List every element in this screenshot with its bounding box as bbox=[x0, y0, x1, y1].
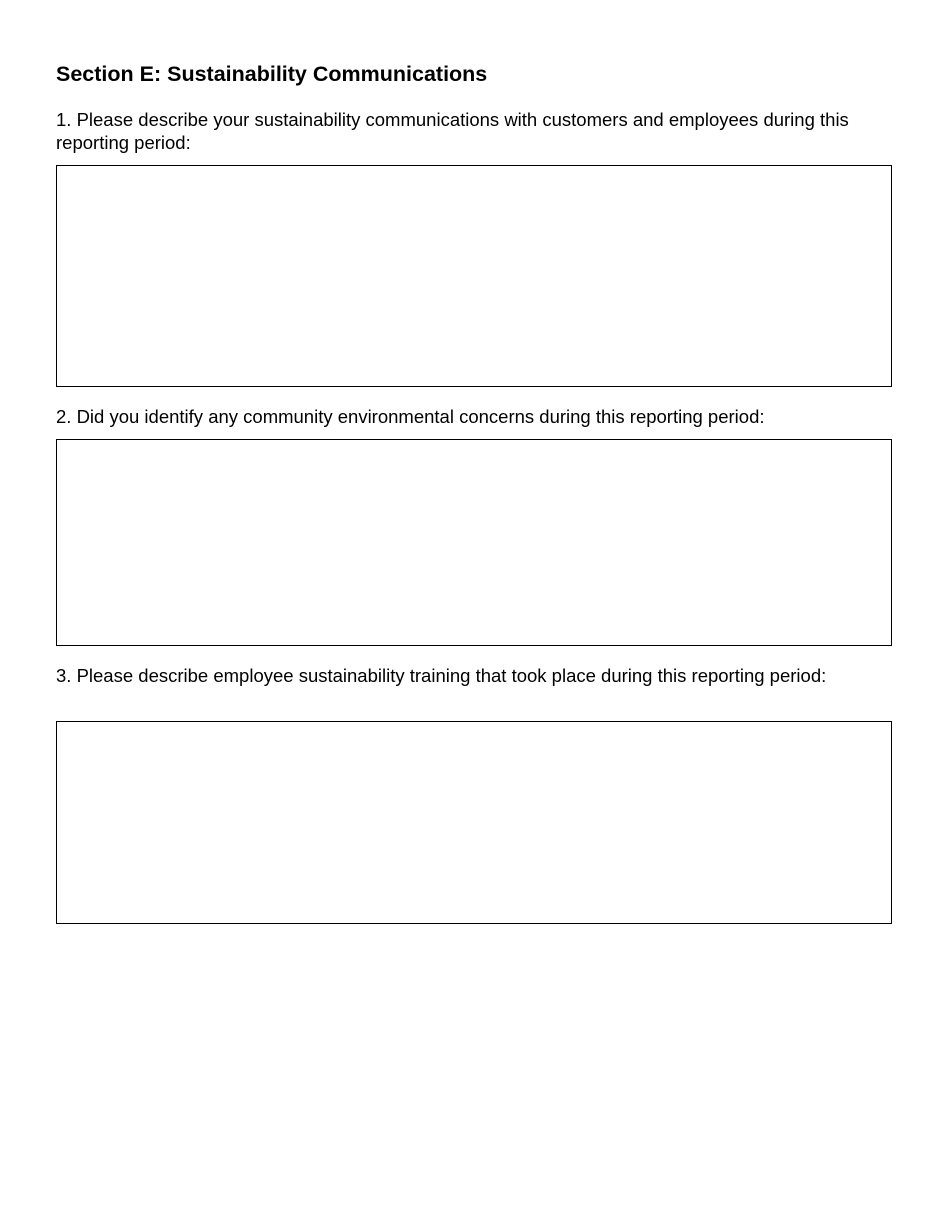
question-3-label: 3. Please describe employee sustainability training that took place during this reporting period: bbox=[56, 665, 827, 686]
question-1-label: 1. Please describe your sustainability communications with customers and employees during this reporting period: bbox=[56, 109, 849, 153]
question-2-label: 2. Did you identify any community environmental concerns during this reporting period: bbox=[56, 406, 765, 427]
question-1-answer-field[interactable] bbox=[56, 165, 892, 387]
question-2-answer-field[interactable] bbox=[56, 439, 892, 646]
section-title: Section E: Sustainability Communications bbox=[56, 62, 488, 86]
question-3-answer-field[interactable] bbox=[56, 721, 892, 924]
